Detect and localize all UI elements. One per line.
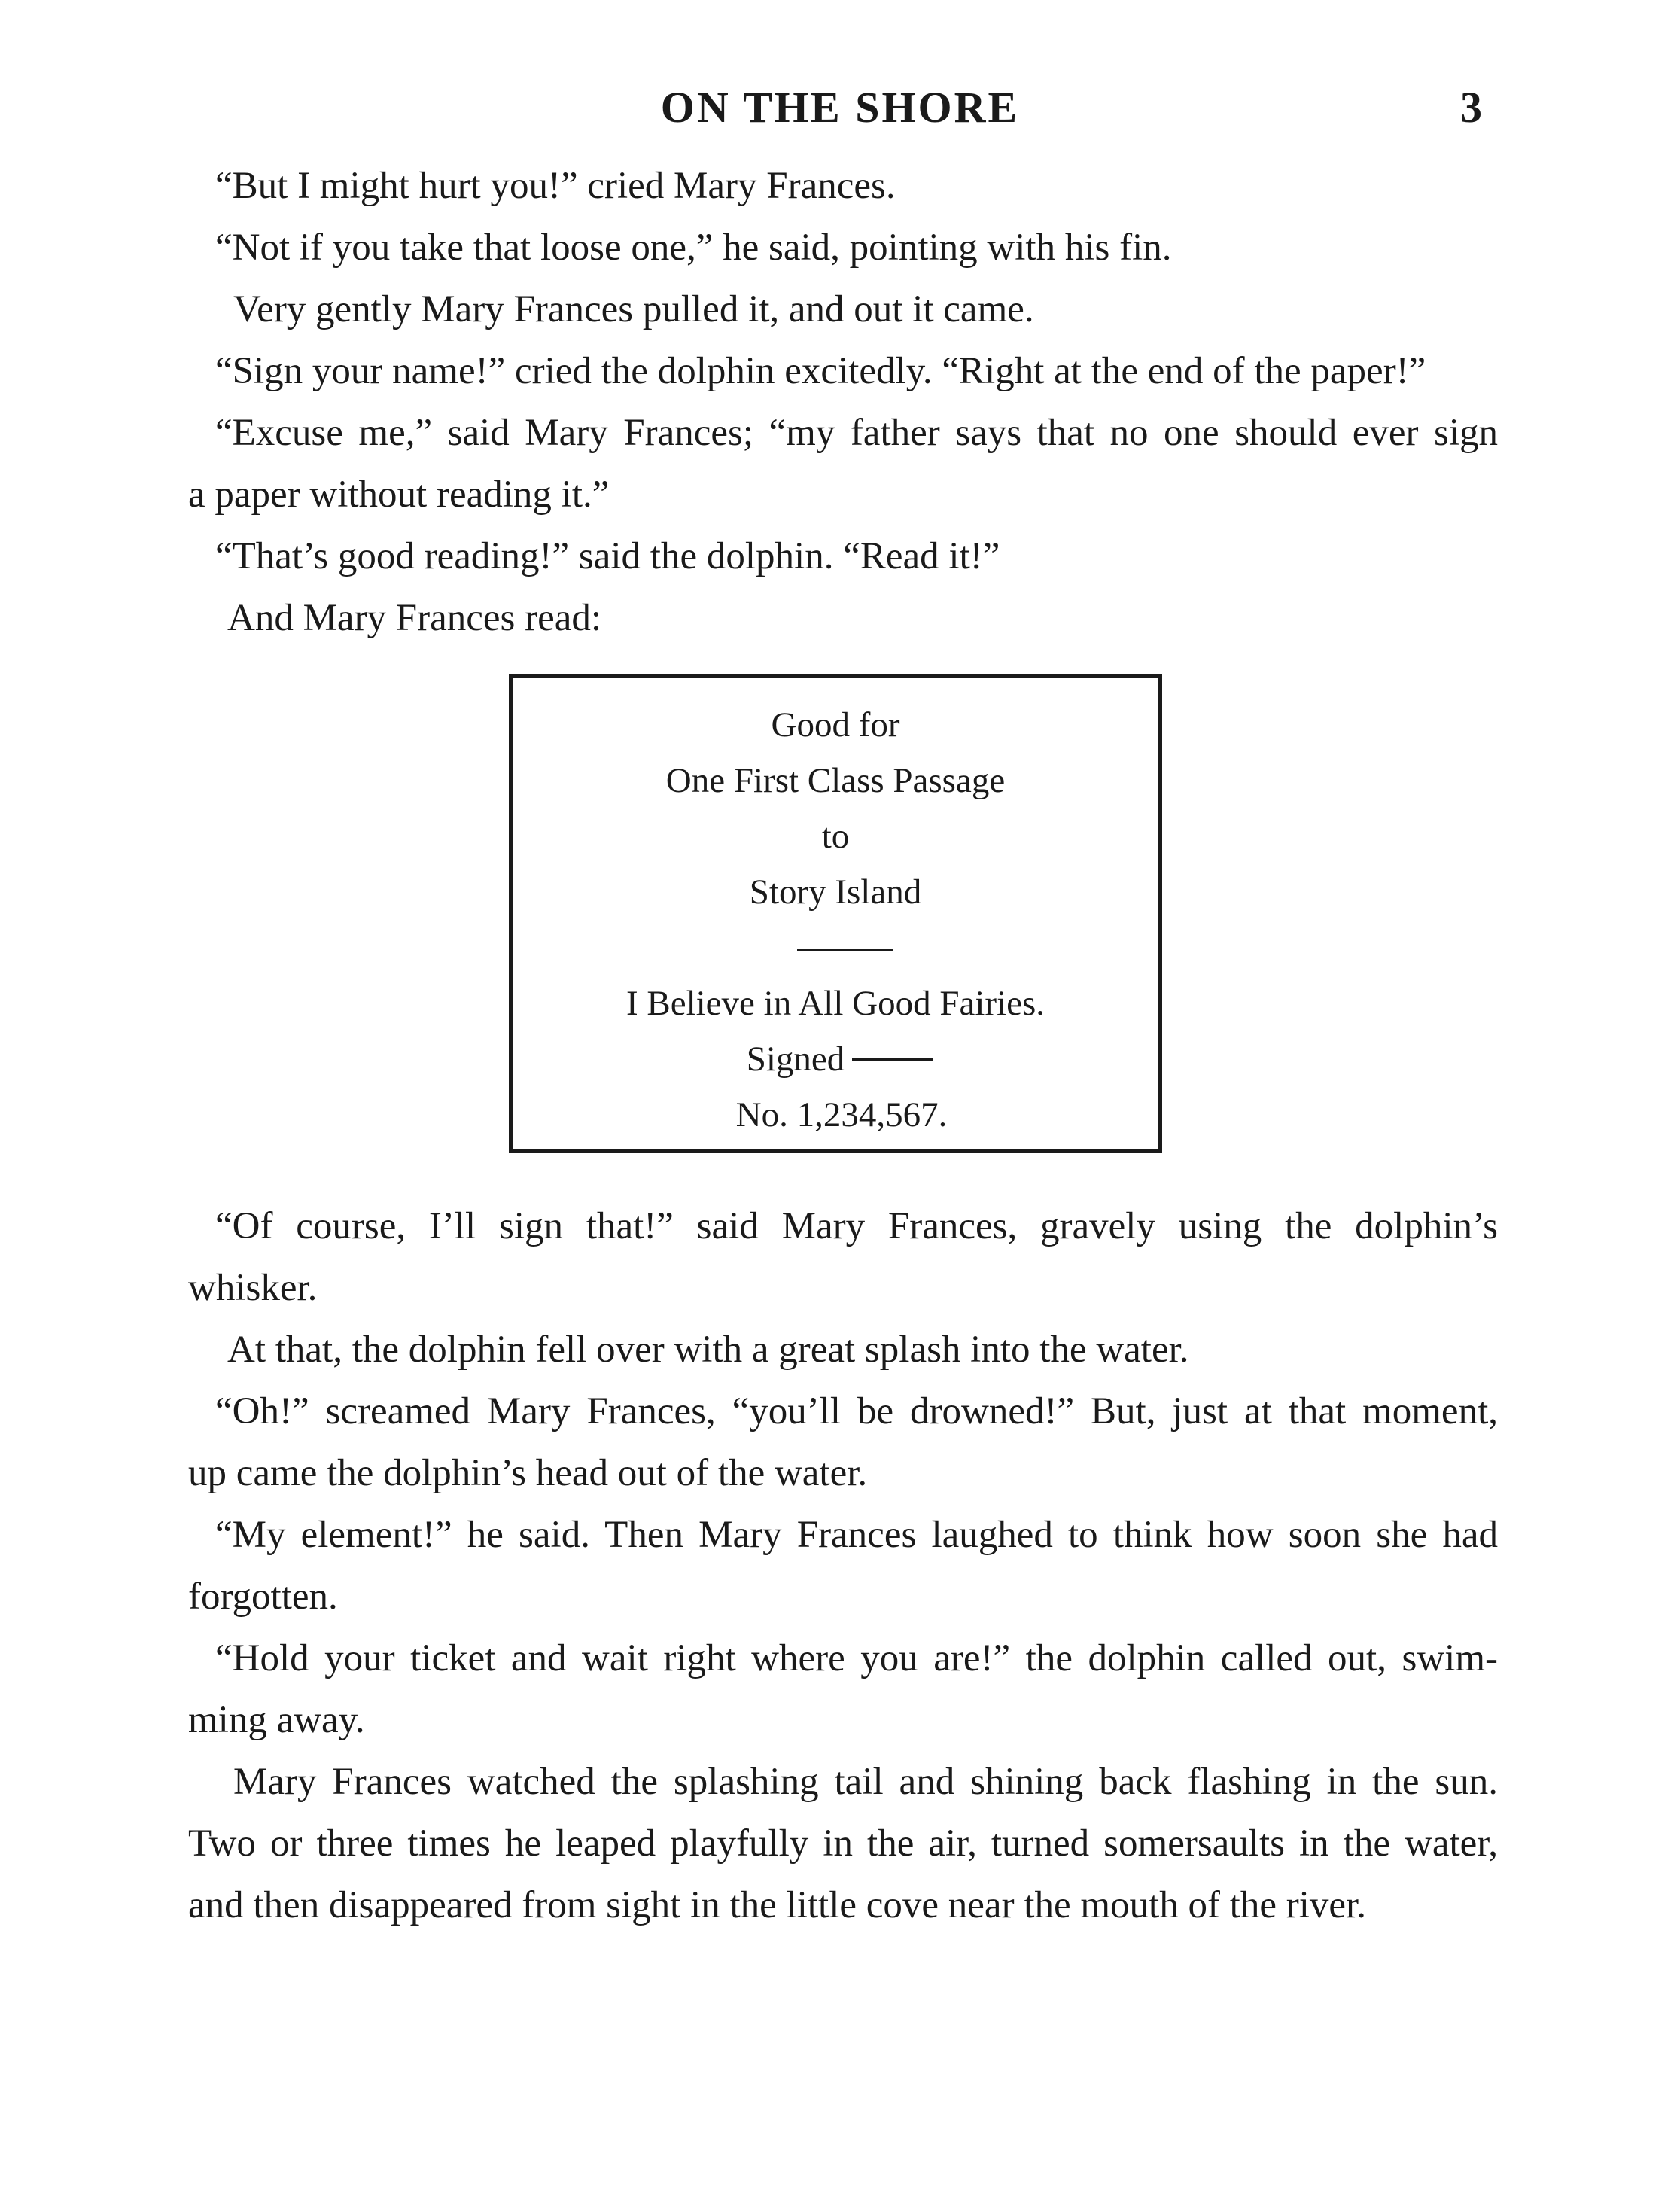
signature-blank: [852, 1058, 933, 1061]
paragraph-line: a paper without reading it.”: [188, 473, 610, 516]
page-number: 3: [1460, 83, 1482, 132]
paragraph-line: “Oh!” screamed Mary Frances, “you’ll be drowned!” But, just at that moment,: [215, 1390, 1498, 1432]
ticket-line: Story Island: [749, 872, 922, 912]
paragraph-line: ming away.: [188, 1699, 365, 1741]
paragraph: At that, the dolphin fell over with a great splash into the water.: [227, 1329, 1189, 1371]
paragraph: [188, 1627, 1498, 1751]
signed-label: Signed: [746, 1040, 845, 1079]
paragraph: Very gently Mary Frances pulled it, and out it came.: [233, 288, 1034, 330]
ticket-line: One First Class Passage: [665, 761, 1006, 800]
paragraph-line: and then disappeared from sight in the little cove near the mouth of the river.: [188, 1884, 1366, 1926]
paragraph-line: “Hold your ticket and wait right where you are!” the dolphin called out, swim-: [215, 1637, 1498, 1679]
paragraph-line: “Of course, I’ll sign that!” said Mary Frances, gravely using the dolphin’s: [215, 1205, 1498, 1247]
paragraph: “That’s good reading!” said the dolphin. “Read it!”: [215, 535, 1000, 577]
paragraph: “Sign your name!” cried the dolphin excitedly. “Right at the end of the paper!”: [215, 350, 1426, 392]
ticket-number: No. 1,234,567.: [735, 1095, 948, 1134]
paragraph-line: forgotten.: [188, 1576, 338, 1618]
paragraph: [188, 402, 1498, 525]
paragraph-line: Two or three times he leaped playfully in the air, turned somersaults in the water,: [188, 1822, 1498, 1865]
ticket-box: [509, 674, 1162, 1153]
paragraph: And Mary Frances read:: [227, 597, 602, 639]
paragraph-line: Mary Frances watched the splashing tail and shining back flashing in the sun.: [233, 1761, 1498, 1803]
paragraph: [188, 1195, 1498, 1319]
paragraph-line: whisker.: [188, 1267, 318, 1309]
ticket-signed-line: [513, 1037, 1163, 1082]
ticket-line: to: [821, 817, 850, 856]
paragraph: “But I might hurt you!” cried Mary Frances.: [215, 165, 896, 207]
paragraph: [188, 1381, 1498, 1504]
ticket-divider: [797, 949, 893, 951]
ticket-line: Good for: [771, 705, 900, 744]
paragraph-line: up came the dolphin’s head out of the water.: [188, 1452, 868, 1494]
paragraph: [188, 1504, 1498, 1627]
paragraph-line: “My element!” he said. Then Mary Frances laughed to think how soon she had: [215, 1514, 1498, 1556]
ticket-line: I Believe in All Good Fairies.: [625, 984, 1045, 1023]
paragraph: “Not if you take that loose one,” he said, pointing with his fin.: [215, 227, 1172, 269]
paragraph-line: “Excuse me,” said Mary Frances; “my father says that no one should ever sign: [215, 412, 1498, 454]
running-header-title: ON THE SHORE: [660, 83, 1020, 132]
paragraph: [188, 1751, 1498, 1936]
